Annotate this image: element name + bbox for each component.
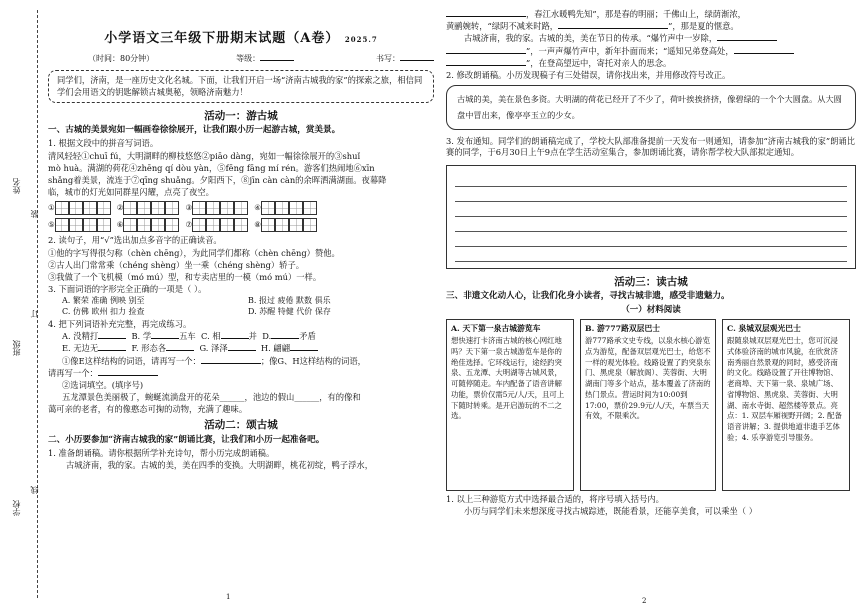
q4-row-2: [62, 343, 434, 354]
box-label: ⑥: [116, 220, 124, 230]
q1-text-line: 清风轻轻①chuī fú，大明湖畔的柳枝悠悠②piāo dàng，宛如一幅徐徐展开的③shuǐ: [48, 150, 361, 161]
pinyin-answer-box[interactable]: [254, 218, 317, 232]
intro-box: 同学们，济南，是一座历史文化名城。下面，让我们开启一场“济南古城我的家”的探索之旅，相信同学们会用语文的钥匙解锁古城奥秘，领略济南魅力！: [48, 70, 434, 102]
q4-blank[interactable]: [290, 350, 318, 351]
q3-option: B. 报过 疲倦 默数 俱乐: [248, 296, 331, 306]
recital-text: 古城济南，我的家。古城的美，美在四季的变换。大明湖畔，桃花初绽，鸭子浮水，: [66, 460, 373, 471]
page-2: [446, 0, 860, 608]
q4-sub-text: ；像G、H这样结构的词语，: [260, 355, 366, 366]
margin-label-xian: 线: [30, 486, 39, 494]
q2-sentence: ①他的字写得很匀称（chèn chēng），为此同学们都称（chèn chēng）赞他。: [48, 247, 340, 258]
material-card-a: [446, 319, 574, 491]
card-body: 跟随泉城双层观光巴士，您可沉浸式体验济南的城市风貌，在欣赏济南秀丽自然景观的同时，感受济南的文化。线路设置了开往博物馆、老商埠、天下第一泉、泉城广场、省博物馆、黑虎泉、芙蓉街、大明湖、南水寺街、超然楼等景点。亮点：1. 双层车厢视野开阔；2. 配备语音讲解；3. 提供地道非遗手艺体验；4. 乐享游览引导服务。: [727, 336, 842, 442]
pinyin-answer-box[interactable]: [48, 201, 111, 215]
margin-label-school: 学校: [12, 500, 21, 516]
section-2-heading: 二、小历要参加“济南古城我的家”朗诵比赛，让我们和小历一起准备吧。: [48, 434, 325, 445]
pinyin-answer-box[interactable]: [185, 218, 248, 232]
pinyin-answer-box[interactable]: [254, 201, 317, 215]
q4-blank[interactable]: [228, 350, 256, 351]
q4-blank[interactable]: [271, 338, 299, 339]
notice-writing-box[interactable]: [446, 165, 856, 269]
margin-label-ding: 订: [30, 310, 39, 318]
q4-row-1: [62, 331, 434, 342]
binding-margin: [0, 0, 44, 608]
margin-label-class: 班级: [12, 340, 21, 356]
card-body: 游777路承文史专线，以泉水核心游览点为游览，配备双层观光巴士，给您不一样的观光体验。线路设置了趵突泉东门、黑虎泉（解放阁）、芙蓉街、大明湖南门等多个站点，基本覆盖了济南的热门景点。营运时间为10:00到17:00，票价29.9元/人/天，车票当天有效，不限乘次。: [585, 336, 711, 421]
poem-blank[interactable]: [558, 28, 668, 29]
exam-title: [48, 30, 434, 48]
page-number: 1: [226, 592, 231, 601]
q4-sub-text: ①像E这样结构的词语，请再写一个：: [62, 355, 201, 366]
activity-3-title: 活动三：读古城: [614, 275, 688, 288]
q4-item: 并: [248, 331, 257, 342]
writing-label: 书写：: [376, 53, 400, 63]
reading-materials: [446, 319, 856, 491]
poem-blank[interactable]: [734, 53, 794, 54]
card-title: A. 天下第一泉古城游览车: [451, 323, 541, 333]
poem-blank[interactable]: [446, 65, 526, 66]
recital-line: ”，在登高望远中，寄托对亲人的思念。: [526, 57, 672, 68]
pinyin-answer-box[interactable]: [117, 201, 180, 215]
material-card-c: [722, 319, 850, 491]
q3-prompt: 3. 下面词语的字形完全正确的一项是（ ）。: [48, 284, 207, 295]
q1-prompt: 1. 根据文段中的拼音写词语。: [48, 138, 159, 149]
recital-line: ，春江水暖鸭先知”，那是春的明丽；千佛山上，绿荫渐浓，: [526, 9, 746, 19]
margin-label-name: 姓名: [12, 178, 21, 194]
poem-blank[interactable]: [446, 53, 526, 54]
q4-item: A. 没精打: [62, 331, 99, 342]
section-3-heading: 三、非遗文化动人心，让我们化身小读者，寻找古城非遗，感受非遗魅力。: [446, 290, 730, 301]
exam-date: 2025.7: [344, 35, 378, 44]
q1-text-line: 临，城市的灯光如同群星闪耀，点亮了夜空。: [48, 187, 214, 198]
box-label: ⑤: [48, 220, 55, 230]
recital-line: 黄鹂婉转，“绿阴不减来时路，: [446, 21, 559, 32]
q4-fill-text: 蔼可亲的老者，有的像憨态可掬的动物，充满了趣味。: [48, 404, 248, 415]
q4-sub-1-cont: [48, 368, 434, 379]
box-label: ⑦: [185, 220, 193, 230]
q1-text-line: shǎng着美景，流连于⑦qīng shuǎng。夕阳西下，⑧jīn càn càn的余晖洒满湖面。夜幕降: [48, 175, 387, 186]
recital-text: [446, 58, 856, 69]
q4-blank[interactable]: [221, 338, 249, 339]
page-2-content: [446, 8, 856, 518]
activity-1-title: 活动一：游古城: [204, 109, 278, 122]
material-card-b: [580, 319, 716, 491]
q4-item: C. 相: [201, 331, 221, 342]
q3-option: A. 繁荣 准确 例映 别至: [62, 296, 145, 306]
q3-1-question: 小历与同学们未来想深度寻找古城踪迹，既能看景，还能享美食，可以乘坐（ ）: [464, 506, 758, 517]
pinyin-answer-box[interactable]: [117, 218, 180, 232]
q4-fill-text: 五龙潭景色美丽极了，蜿蜒流淌盘开的花朵______，池边的假山______，有的像和: [62, 392, 361, 403]
q4-blank[interactable]: [98, 338, 126, 339]
q2-sentence: ②古人出门常常乘（chéng shèng）坐一乘（chéng shèng）轿子。: [48, 259, 305, 270]
q4-item: G. 泽泽: [199, 343, 228, 354]
pinyin-answer-box[interactable]: [185, 201, 248, 215]
box-label: ⑧: [254, 220, 261, 230]
exam-title-text: 小学语文三年级下册期末试题（A卷）: [104, 31, 340, 46]
pinyin-box-row-2: [48, 218, 434, 232]
q4-item: 五车: [179, 331, 196, 342]
materials-heading: （一）材料阅读: [621, 305, 681, 316]
q4-item: B. 学: [131, 331, 152, 342]
page-number: 2: [642, 596, 647, 605]
q2-sentence: ③我做了一个飞机模（mó mú）型，和专卖店里的一模（mó mú）一样。: [48, 271, 322, 282]
q2-3-prompt: 3. 发布通知。同学们的朗诵稿完成了，学校大队部准备提前一天发布一则通知，请参加“济南古城我的家”朗诵比赛的同学，于6月30日上午9点在学生活动室集合，参加朗诵比赛，请你帮学校大队部拟定通知。: [446, 136, 855, 158]
margin-label-zhuang: 装: [30, 210, 39, 218]
q3-1-prompt: 1. 以上三种游览方式中选择最合适的，将序号填入括号内。: [446, 493, 664, 504]
recital-text: [446, 46, 856, 57]
q3-option: C. 仿佛 欧州 扣力 捡查: [62, 307, 145, 317]
q4-blank[interactable]: [98, 375, 158, 376]
q4-item: 矛盾: [299, 331, 316, 342]
exam-meta: [88, 54, 434, 65]
box-label: ②: [116, 203, 124, 213]
poem-blank[interactable]: [446, 16, 526, 17]
binding-dashed-line: [37, 10, 38, 598]
box-label: ④: [254, 203, 261, 213]
recital-line: ”，那是夏的惬意。: [668, 21, 739, 32]
q4-blank[interactable]: [201, 363, 261, 364]
recital-text: [464, 33, 856, 44]
pinyin-box-row-1: [48, 201, 434, 215]
q4-blank[interactable]: [166, 350, 194, 351]
q4-sub-2: ②选词填空。(填序号): [62, 379, 144, 390]
q3-options: [62, 296, 434, 318]
draft-box[interactable]: 古城的美，美在景色多资。大明湖的荷花已经开了不少了，荷叶挨挨挤挤，像碧绿的一个个大圆盘。从大圆盘中冒出来，像亭亭玉立的少女。: [446, 85, 856, 130]
poem-blank[interactable]: [717, 40, 777, 41]
q4-blank[interactable]: [151, 338, 179, 339]
card-title: B. 游777路双层巴士: [585, 323, 661, 333]
recital-text: [446, 9, 856, 20]
recital-line: 古城济南，我的家。古城的美，美在节日的传承。“爆竹声中一岁除，: [464, 33, 718, 44]
q4-item: D.: [262, 331, 272, 342]
recital-line: ”，一声声爆竹声中，新年扑面而来；“遥知兄弟登高处，: [526, 45, 734, 56]
box-label: ①: [48, 203, 55, 213]
q1-text-line: mò huà。满湖的荷花④zhēng qí dòu yàn，⑤fēng fāng mí rén。游客们热闹地⑥xīn: [48, 162, 375, 173]
q2-1-prompt: 1. 准备朗诵稿。请你根据所学补充诗句，帮小历完成朗诵稿。: [48, 448, 275, 459]
q4-sub-text: 请再写一个：: [48, 367, 98, 378]
q4-blank[interactable]: [98, 350, 126, 351]
grade-label: 等级：: [236, 53, 261, 63]
section-1-heading: 一、古城的美景宛如一幅画卷徐徐展开，让我们跟小历一起游古城，赏美景。: [48, 124, 341, 135]
q4-item: E. 无边无: [62, 343, 99, 354]
q4-prompt: 4. 把下列词语补充完整，再完成练习。: [48, 318, 192, 329]
recital-text: [446, 21, 856, 32]
pinyin-answer-box[interactable]: [48, 218, 111, 232]
grade-field[interactable]: [236, 54, 294, 65]
card-title: C. 泉城双层观光巴士: [727, 323, 801, 333]
page-1-content: [48, 30, 434, 473]
q4-item: H. 翩翩: [260, 343, 291, 354]
activity-2-title: 活动二：颂古城: [204, 419, 278, 432]
box-label: ③: [185, 203, 193, 213]
q2-2-prompt: 2. 修改朗诵稿。小历发现稿子有三处错误，请你找出来，并用修改符号改正。: [446, 69, 731, 80]
q4-item: F. 形态各: [131, 343, 167, 354]
writing-field[interactable]: [376, 54, 434, 65]
time-note: （时间：80分钟）: [88, 53, 155, 63]
q3-option: D. 苏醒 特健 代价 保存: [248, 307, 331, 317]
card-body: 想快速打卡济南古城的核心网红地吗？天下第一泉古城游览车是你的绝佳选择。它环线运行，途经趵突泉、五龙潭、大明湖等古城风景，可随停随走。车内配备了语音讲解功能，票价仅需5元/人/天，且可上下随时转乘。是开启游玩的不二之选。: [451, 336, 565, 421]
q4-sub-1: [62, 356, 434, 367]
q2-prompt: 2. 读句子，用“√”选出加点多音字的正确读音。: [48, 235, 222, 246]
